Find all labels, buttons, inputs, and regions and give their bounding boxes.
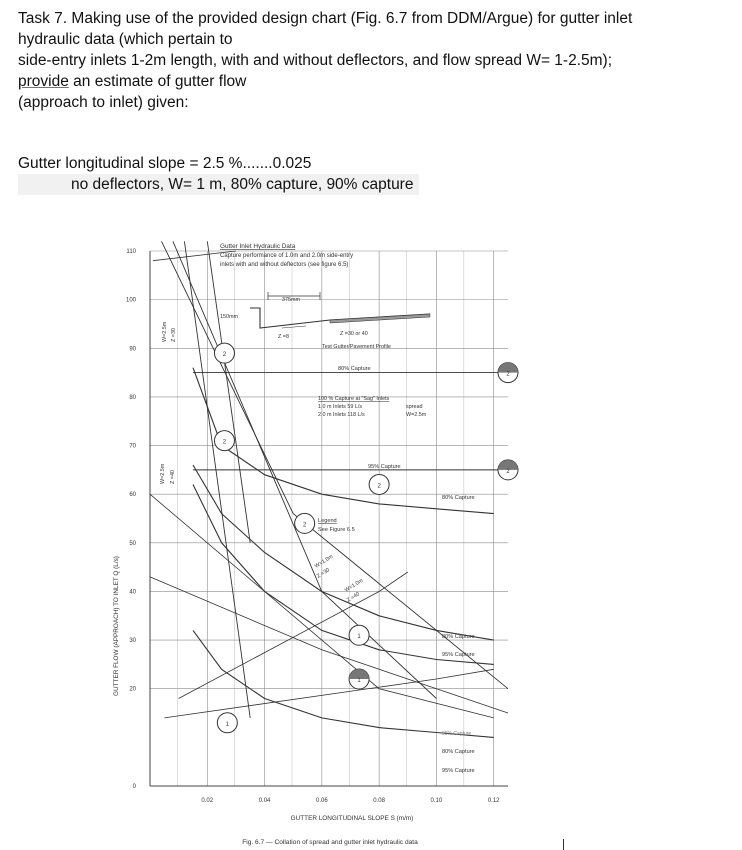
series-curve-0 — [193, 368, 494, 514]
label-zp40-mid: Z =40 — [345, 591, 361, 604]
gutter-profile-diagram — [220, 292, 430, 350]
chart-subtitle-2: inlets with and without deflectors (see figure 6.5) — [220, 262, 349, 268]
y-tick-label-9: 100 — [125, 297, 136, 304]
profile-title: Test Gutter/Pavement Profile — [322, 344, 391, 350]
left-curve-labels — [160, 321, 177, 484]
inlet-symbol-label-2: 2 — [302, 522, 307, 529]
chart-subtitle-1: Capture performance of 1.0m and 2.0m side-entry — [220, 253, 354, 259]
chart-title: Gutter Inlet Hydraulic Data — [220, 243, 296, 250]
steep-line-2 — [207, 241, 250, 543]
x-tick-label-5: 0.12 — [487, 798, 500, 804]
y-tick-label-1: 20 — [129, 686, 136, 693]
x-axis-title: GUTTER LONGITUDINAL SLOPE S (m/m) — [290, 815, 414, 822]
y-tick-label-3: 40 — [129, 589, 136, 596]
inlet-symbol-label-4: 2 — [506, 371, 510, 378]
label-w10-b: W=1.0m — [343, 577, 365, 594]
task-line-4-rest: an estimate of gutter flow — [68, 73, 247, 90]
y-tick-label-6: 70 — [129, 443, 136, 450]
inlet-symbol-label-8: 1 — [225, 721, 229, 728]
inlet-symbol-1 — [214, 431, 234, 451]
figure-caption: Fig. 6.7 — Collation of spread and gutter inlet hydraulic data — [242, 839, 418, 846]
x-tick-label-2: 0.06 — [315, 798, 328, 804]
label-zp30: Z =30 — [171, 328, 177, 342]
sag-note-row-2: 2.0 m Inlets 118 L/s — [318, 412, 365, 418]
chart-capture-levels — [193, 373, 508, 470]
sag-note-row-1: 1.0 m Inlets 59 L/s — [318, 404, 363, 410]
label-zp30-mid: Z =30 — [315, 567, 331, 580]
inlet-symbol-label-0: 2 — [222, 352, 227, 359]
y-tick-label-2: 30 — [129, 638, 136, 645]
sag-note-spread: spread — [406, 404, 423, 410]
capture-label-80-top: 80% Capture — [338, 366, 371, 372]
inlet-symbol-label-6: 1 — [357, 634, 361, 641]
x-tick-label-1: 0.04 — [258, 798, 271, 804]
capture-label-95-cut: 95% Capture — [442, 731, 472, 737]
provide-word: provide — [18, 73, 69, 90]
inlet-symbol-3 — [369, 474, 389, 494]
sag-inlet-note — [318, 396, 427, 418]
task-line-2: hydraulic data (which pertain to — [18, 31, 233, 48]
label-zp40: Z =40 — [170, 470, 176, 484]
x-tick-labels — [201, 798, 500, 804]
rising-line-1 — [179, 572, 408, 699]
profile-zg-label: Z =8 — [278, 334, 289, 340]
label-w25-a: W=2.5m — [162, 321, 168, 342]
capture-label-80-bot: 80% Capture — [442, 749, 475, 755]
inlet-symbol-label-3: 2 — [377, 483, 381, 490]
inlet-symbol-label-7: 1 — [357, 678, 361, 684]
task-line-3: side-entry inlets 1-2m length, with and without deflectors, and flow spread W= 1-2.5m); — [18, 52, 613, 69]
inlet-symbol-6 — [349, 625, 369, 645]
chart-curves — [150, 241, 508, 737]
profile-height-label: 150mm — [220, 314, 238, 320]
legend-reference: See Figure 6.5 — [318, 527, 355, 533]
series-curve-3 — [193, 630, 494, 737]
inlet-symbol-4 — [498, 363, 518, 383]
inlet-symbol-0 — [214, 343, 234, 363]
capture-label-95-low: 95% Capture — [442, 652, 475, 658]
y-tick-label-8: 90 — [129, 346, 136, 353]
profile-zp-label: Z =30 or 40 — [340, 331, 368, 337]
steep-line-5 — [162, 241, 509, 688]
task-line-4 — [18, 71, 733, 92]
x-tick-label-3: 0.08 — [373, 798, 385, 804]
capture-label-80-mid: 80% Capture — [442, 495, 475, 501]
sag-note-w: W=2.5m — [406, 412, 427, 418]
chart-title-block — [220, 243, 353, 268]
y-tick-label-0: 0 — [132, 784, 136, 790]
y-axis-title: GUTTER FLOW (APPROACH) TO INLET Q (L/s) — [113, 556, 120, 696]
capture-label-80-low: 80% Capture — [442, 634, 475, 640]
mid-curve-labels — [314, 554, 365, 604]
y-tick-label-7: 80 — [129, 394, 136, 401]
y-tick-label-4: 50 — [129, 540, 136, 547]
given-slope: Gutter longitudinal slope = 2.5 %.......0.025 — [18, 155, 312, 172]
task-line-1: Task 7. Making use of the provided design chart (Fig. 6.7 from DDM/Argue) for gutter inlet — [18, 10, 633, 27]
legend-title: Legend — [318, 518, 337, 524]
inlet-symbol-5 — [498, 460, 518, 480]
y-tick-label-10: 110 — [126, 249, 136, 255]
inlet-symbol-label-5: 2 — [506, 468, 510, 475]
label-w25-b: W=2.5m — [160, 463, 166, 484]
rising-line-2 — [164, 669, 493, 718]
task-line-5: (approach to inlet) given: — [18, 94, 189, 111]
inlet-symbol-label-1: 2 — [222, 439, 227, 446]
series-curve-1 — [193, 465, 494, 640]
x-tick-label-0: 0.02 — [201, 798, 214, 804]
capture-label-95-bot: 95% Capture — [442, 768, 475, 774]
text-cursor — [563, 839, 564, 850]
capture-label-95-top: 95% Capture — [368, 464, 401, 470]
inlet-symbol-8 — [217, 713, 237, 733]
capture-labels — [338, 366, 475, 774]
given-conditions: no deflectors, W= 1 m, 80% capture, 90% capture — [18, 174, 419, 195]
task-statement — [18, 8, 733, 113]
label-w10-a: W=1.0m — [313, 553, 335, 570]
inlet-symbol-7 — [349, 669, 369, 689]
y-tick-label-5: 60 — [129, 492, 136, 499]
profile-width-label: 375mm — [282, 297, 300, 303]
given-data — [18, 153, 419, 195]
inlet-symbol-2 — [295, 513, 315, 533]
x-tick-label-4: 0.10 — [430, 798, 443, 804]
y-tick-labels — [126, 249, 137, 790]
design-chart-figure — [100, 236, 520, 848]
sag-note-title: 100 % Capture at "Sag" Inlets — [318, 396, 390, 402]
